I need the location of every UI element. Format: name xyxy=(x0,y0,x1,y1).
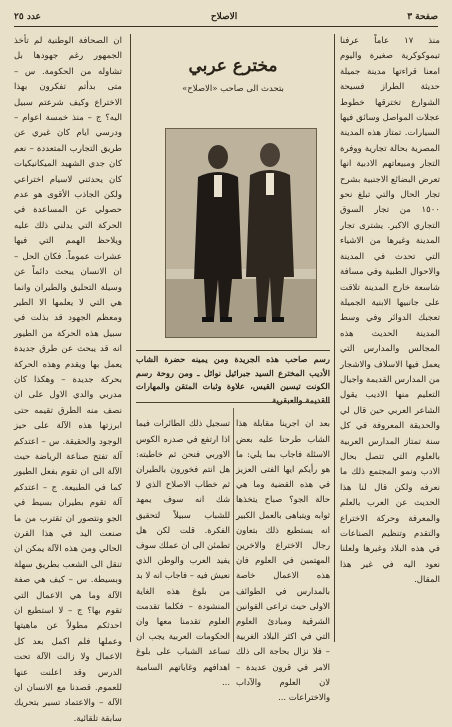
center-bottom-right-column xyxy=(236,408,330,703)
page-label: صفحة ٣ xyxy=(407,12,438,22)
caption-top-rule xyxy=(136,350,330,351)
center-bottom-left-column xyxy=(136,408,230,687)
left-column xyxy=(14,34,122,724)
article-byline: بتحدث الى صاحب «الاصلاح» xyxy=(182,84,284,94)
portrait-photo xyxy=(165,128,317,338)
page-header xyxy=(14,8,438,27)
center-column-rule xyxy=(233,408,234,642)
newspaper-name: الاصلاح xyxy=(210,12,238,22)
center-bottom-left-text: تسجيل ذلك الطائرات فيما اذا ارتفع في صدره الكوس الاوربي فنحن ثم خاطبته: هل انتم فخورون بالطيران ثم خطاب الاصلاح الذي لا شك انه سوف يمهد للشباب سبيلاً لتحقيق الفكرة. قلت لكن هل تطمئن الى ان عملك سوف يفيد العرب والوطن الذي نعيش فيه – فاجاب انه لا بد من بلوغ هذه الغاية المنشودة – فكلما تقدمت العلوم تقدمنا معها وان الحكومات العربية يجب ان تساعد الشباب على بلوغ اهدافهم وغاياتهم السامية ... xyxy=(136,418,230,687)
two-men-portrait-image xyxy=(166,129,316,337)
right-column xyxy=(340,34,440,642)
right-column-text: منذ ١٧ عاماً عرفنا تيموكوكرية صغيرة واليوم امعنا قراءتها مدينة جميلة حديثة الطراز فسيحة الشوارع تخترقها خطوط عجلات المواصل وسائق فيها السيارات. تمتاز هذه المدينة المصرية بحالة تجارية ووفرة التجار ومبيعاتهم الادبية انها تعرض البضائع الاجنبية بشرح تجار الحال والتي تبلغ نحو ١٥٠٠ من تجار السوق التجاري الاكبر. يشترى تجار المدينة وغيرها من الاشياء التي تحدث في المدينة والاحوال الطبية وفي مسافة شاسعة خارج المدينة تلاقت على جانبيها الابنية الجميلة تعجبك الدوائر وفي وسط المدينة الحديث هذه المجالس والمدارس التي يعمل فيها الاسلاف والاشجار من المدارس القديمة واجيال التعليم منها الاديب يقول الشاعر العربي حين قال لي والحديقة المعروفة في كل سنة تمتاز المدارس العربية بالعلوم التي تتصل بحال الادب ونمو المجتمع ذلك ما نعرفه ولكن قال لنا هذا الحديث عن العرب بالعلم والمعرفة وحركة الاختراع والتقدم وتنظيم الصناعات في هذه البلاد وغيرها ولعلنا نعود اليه في غير هذا المقال. xyxy=(340,36,440,586)
photo-caption: رسم صاحب هذه الجريدة ومن يمينه حضرة الشاب الأديب المخترع السيد جبرائيل نوائل ـ ومن روحة رسم الكونت تيسين القيس، علاوة وثبات المتقن والمهارات القديمة والعبقرية xyxy=(136,354,330,405)
caption-bottom-rule xyxy=(136,402,330,403)
issue-label: عدد ٢٥ xyxy=(14,12,41,22)
column-rule xyxy=(130,34,131,642)
article-title: مخترع عربي xyxy=(188,56,278,76)
left-column-text: ان الصحافة الوطنية لم تأخذ الجمهور رغم جهودها بل تشاوله من الحكومة. س – متى بدأتم تفكرون بهذا الاختراع وكيف شرعتم سبيل اليه؟ ج – منذ خمسة اعوام – ودرسي ايام كان غيري عن طريق التجارب المتعددة – نعم كان جدي الشهيد الميكانيكيات كان يحدثني لاسيام اختراعي ولكن الجاذب الأقوى هو عدم حصولي عن المساعدة في الحركة التي يدلني ذلك عليه ويلاحظ الهمم التي فيها عشرات عموماً. فكان الحل – ان الانسان يبحث دائماً عن وسيلة التحليق والطيران وانما هي التي لا يعلمها الا الطير ومعظم الجهود قد بذلت في سبيل هذه الحركة من الطيور انه قد يبحث عن طرق جديدة يعمل بها ويقدم وهذه الحركة بحركة جديدة – وهكذا كان مدربي والدي الاول على ان نصف منه الطرق تقيمه حتى ابرزتها هذه الآلة على حيز الوجود والحقيقة. س – اعتدكم آلة تفتح صناعة الرياضة حيث الآلة الى ان تقوم بفعل الطيور كما في الطبيعة. ج – اعتدكم آلة تقوم بطيران بسيط في الجو ونتصور ان تقترب من ما صنعت اليد في هذا القرن الحالي ومن هذه الآلة يمكن ان تنقل الى الشعب بطريق سهلة وبسيطة. س – كيف هي صفة الآلة وما هي الاعمال التي تقوم بها؟ ج – لا استطيع ان احدثكم مطولاً عن ماهيتها وعملها فلم اكمل بعد كل الاعمال ولا زالت الآلة تحت الدرس وقد اعلنت عنها للعموم. قصدنا مع الانسان ان الآلة – والاعتماد تسير بتحريك سابقة تلقائية. xyxy=(14,36,122,724)
column-rule xyxy=(334,34,335,642)
article-heading xyxy=(136,34,330,94)
center-bottom-right-text: بعد ان اجرينا مقابلة هذا الشاب طرحنا عليه بعض الاسئلة فاجاب بما يلي: ما هو رأيكم ايها الفتى العزيز في هذه القضية وما هي حالة الجو؟ صباح يتخذها ثوابه ويتباهى بالعمل الكبير انه يستطيع ذلك بتعاون رجال الاختراع والاخرين المهتمين في العلوم فان هذه الاعمال خاصة بالمدارس في الطوائف الاولى حيث تراعى القوانين الشرقية ومبادئ العلوم التي في اكثر البلاد الغربية – فلا نزال بحاجة الى ذلك الامر في قرون عديدة – لان العلوم والآداب والاختراعات ... xyxy=(236,418,330,703)
